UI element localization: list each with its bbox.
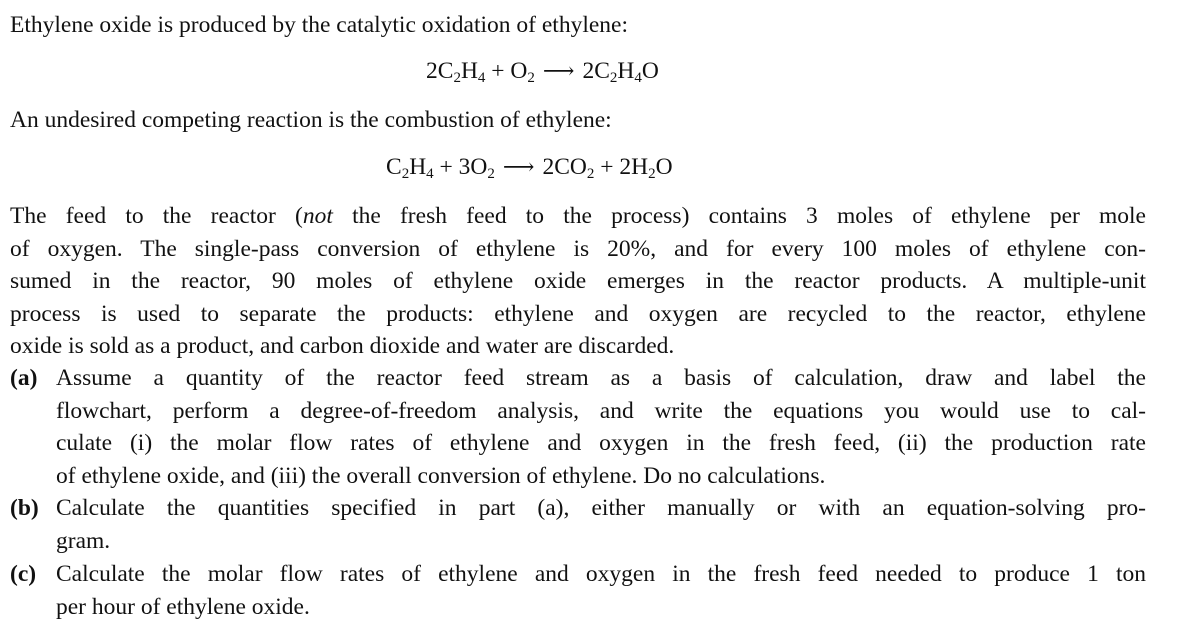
reaction-2-term: + 2H [594, 154, 649, 180]
part-line: Calculate the molar flow rates of ethylene and oxygen in the fresh feed needed to produce 1 ton [56, 561, 1146, 587]
subscript: 4 [426, 166, 434, 182]
paragraph-line: oxide is sold as a product, and carbon dioxide and water are discarded. [10, 333, 675, 359]
subscript: 2 [586, 166, 595, 182]
part-line: Assume a quantity of the reactor feed stream as a basis of calculation, draw and label the [56, 365, 1146, 391]
reaction-1-term: H [617, 58, 635, 84]
problem-paragraph [10, 200, 1146, 363]
part-line: of ethylene oxide, and (iii) the overall conversion of ethylene. Do no calculations. [56, 462, 826, 489]
subscript: 2 [401, 166, 410, 182]
reaction-1-term: 2C [582, 58, 610, 84]
paragraph-line [10, 200, 1146, 233]
reaction-1-equation [426, 55, 659, 87]
text-segment: the fresh feed to the process) contains 3 moles of ethylene per mole [332, 203, 1146, 229]
part-line: flowchart, perform a degree-of-freedom analysis, and write the equations you would use to cal- [56, 397, 1146, 424]
reaction-1-term: + O [485, 58, 528, 84]
competing-text: An undesired competing reaction is the combustion of ethylene: [10, 107, 612, 133]
part-label: (b) [10, 495, 39, 521]
part-line: culate (i) the molar flow rates of ethylene and oxygen in the fresh feed, (ii) the production rate [56, 430, 1146, 456]
part-body [56, 558, 1146, 623]
intro-text: Ethylene oxide is produced by the catalytic oxidation of ethylene: [10, 12, 628, 38]
reaction-arrow-icon: ⟶ [542, 58, 575, 83]
part-line: per hour of ethylene oxide. [56, 593, 310, 620]
part-line: Calculate the quantities specified in part (a), either manually or with an equation-solving pro- [56, 495, 1146, 521]
reaction-2-term: O [655, 154, 673, 180]
part-body [56, 492, 1146, 557]
reaction-1-term: 2C [426, 58, 454, 84]
reaction-2-term: C [386, 154, 402, 180]
part-a [10, 362, 1146, 492]
reaction-2-term: + 3O [433, 154, 488, 180]
reaction-2-term: H [409, 154, 427, 180]
subscript: 4 [634, 70, 642, 86]
part-line: gram. [56, 527, 111, 554]
subscript: 4 [477, 70, 486, 86]
text-segment: The feed to the reactor ( [10, 203, 303, 229]
part-label: (a) [10, 365, 38, 391]
reaction-1-term: H [460, 58, 478, 84]
reaction-1-term: O [641, 58, 659, 84]
subscript: 2 [527, 70, 535, 86]
emphasis-text: not [302, 203, 333, 229]
part-body [56, 362, 1146, 492]
subscript: 2 [648, 166, 656, 182]
reaction-2-equation [386, 151, 673, 183]
paragraph-line: process is used to separate the products: ethylene and oxygen are recycled to the reactor, ethylene [10, 300, 1146, 327]
subscript: 2 [609, 70, 618, 86]
paragraph-line: sumed in the reactor, 90 moles of ethylene oxide emerges in the reactor products. A multiple-unit [10, 268, 1146, 294]
reaction-2-term: 2CO [542, 154, 587, 180]
subscript: 2 [453, 70, 461, 86]
part-c [10, 558, 1146, 623]
reaction-arrow-icon: ⟶ [502, 154, 535, 179]
part-b [10, 492, 1146, 557]
paragraph-line: of oxygen. The single-pass conversion of ethylene is 20%, and for every 100 moles of ethylene con- [10, 235, 1146, 262]
subscript: 2 [487, 166, 495, 182]
part-label: (c) [10, 561, 37, 587]
